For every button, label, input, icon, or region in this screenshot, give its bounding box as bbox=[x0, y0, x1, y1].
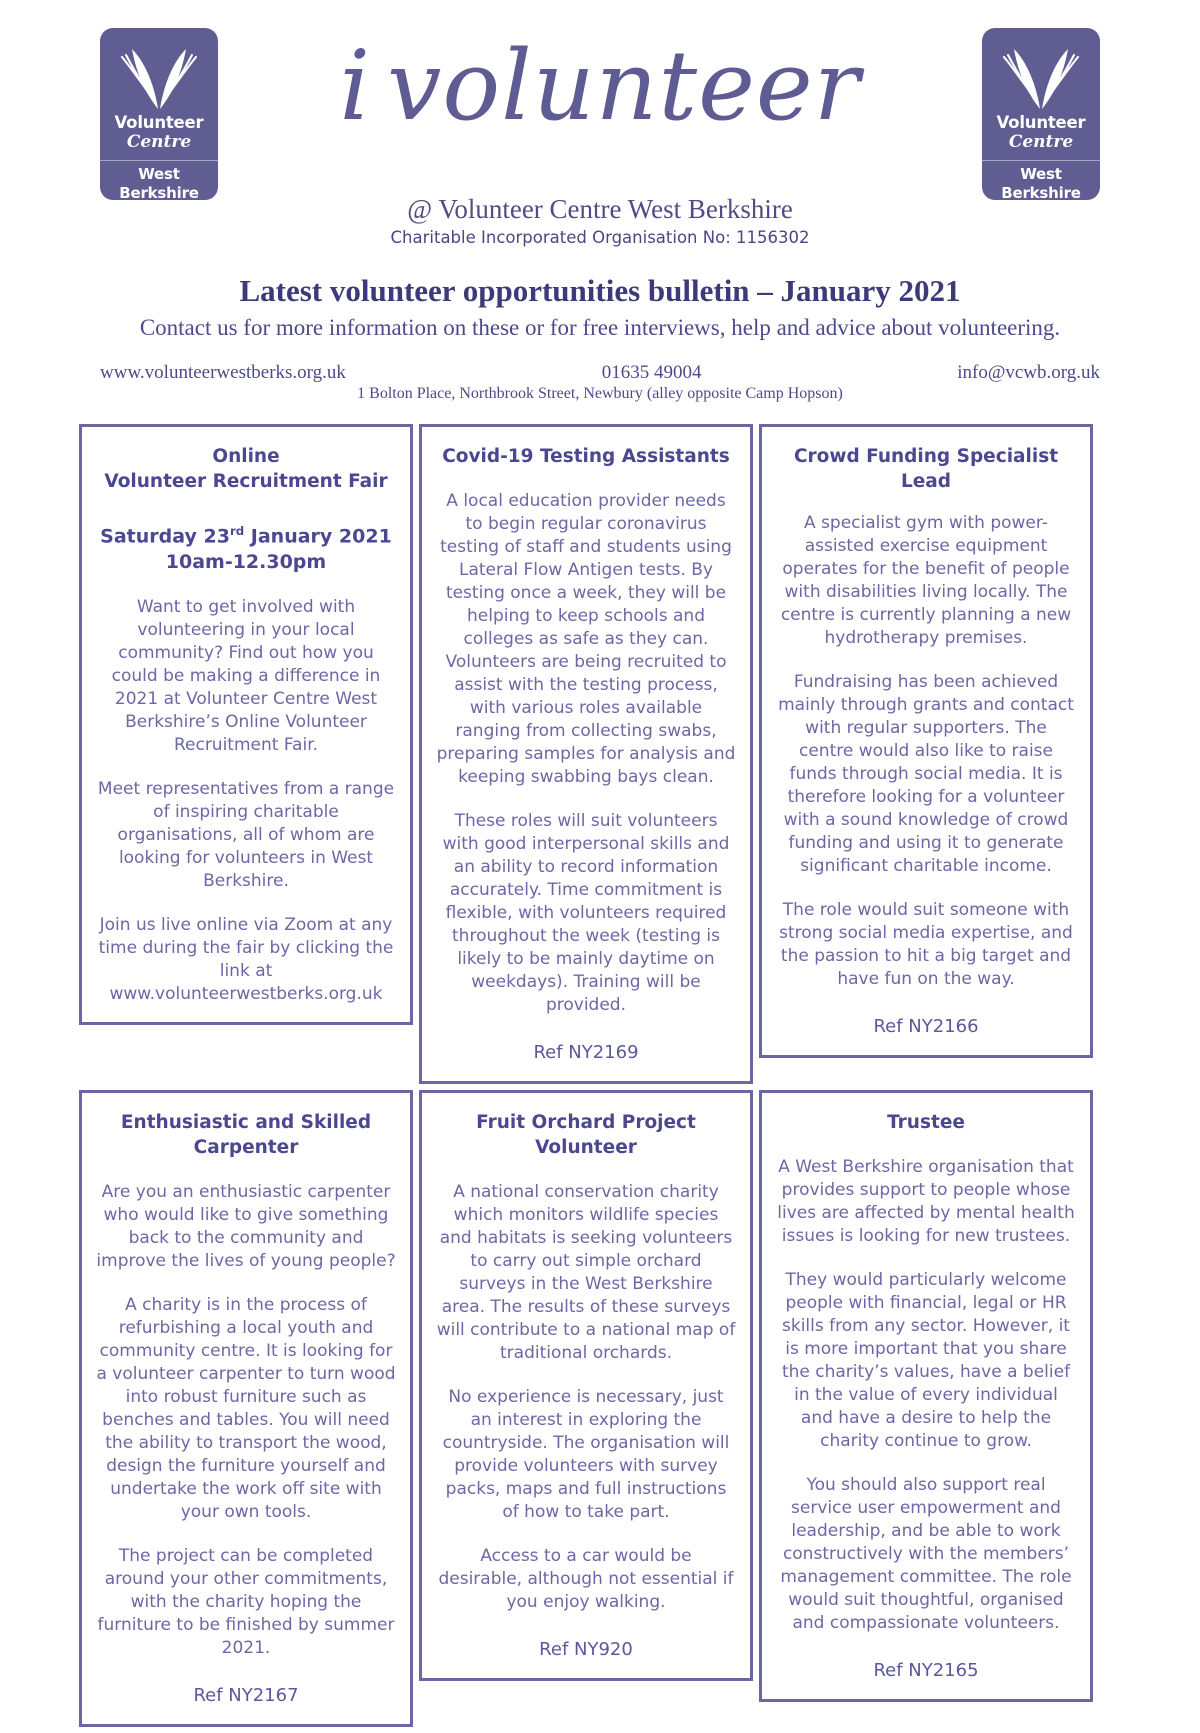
card-title bbox=[436, 1110, 736, 1160]
phone-number[interactable]: 01635 49004 bbox=[601, 362, 702, 383]
reference-code: Ref NY920 bbox=[539, 1639, 633, 1660]
strapline: @ Volunteer Centre West Berkshire bbox=[407, 194, 793, 224]
logo-divider bbox=[100, 160, 218, 161]
card-title bbox=[436, 444, 736, 469]
logo-word-berkshire: Berkshire bbox=[1001, 184, 1081, 202]
email-link[interactable]: info@vcwb.org.uk bbox=[957, 362, 1100, 383]
reference-code: Ref NY2165 bbox=[873, 1660, 979, 1681]
reference-code: Ref NY2167 bbox=[193, 1685, 299, 1706]
wordmark bbox=[0, 26, 1200, 146]
card-paragraph: The project can be completed around your other commitments, with the charity hoping the furniture to be finished by summer 2021. bbox=[97, 1546, 395, 1658]
card-title bbox=[96, 1110, 396, 1160]
card-paragraph: A charity is in the process of refurbishing a local youth and community centre. It is looking for a volunteer carpenter to turn wood into robust furniture such as benches and tables. You will need the ability to transport the wood, design the furniture yourself and undertake the work off site with your own tools. bbox=[96, 1295, 396, 1522]
logo-word-centre: Centre bbox=[1008, 132, 1074, 152]
card-title-line2: Volunteer bbox=[535, 1137, 637, 1158]
card-paragraph: No experience is necessary, just an interest in exploring the countryside. The organisation will provide volunteers with survey packs, maps and full instructions of how to take part. bbox=[442, 1387, 730, 1522]
card-title bbox=[776, 444, 1076, 494]
website-link[interactable]: www.volunteerwestberks.org.uk bbox=[100, 362, 346, 383]
card-paragraph: These roles will suit volunteers with good interpersonal skills and an ability to record information accurately. Time commitment is flexible, with volunteers required throughout the week (testing is likely to be mainly daytime on weekdays). Training will be provided. bbox=[442, 811, 730, 1015]
opportunity-card bbox=[419, 1090, 753, 1681]
card-paragraph: They would particularly welcome people with financial, legal or HR skills from any sector. However, it is more important that you share the charity’s values, have a belief in the value of every individual and have a desire to help the charity continue to grow. bbox=[781, 1270, 1071, 1451]
logo-word-west: West bbox=[138, 165, 180, 183]
page-title: Latest volunteer opportunities bulletin – January 2021 bbox=[239, 273, 961, 308]
card-title-line1: Crowd Funding Specialist bbox=[793, 446, 1059, 467]
logo-word-berkshire: Berkshire bbox=[119, 184, 199, 202]
card-title-line1: Trustee bbox=[887, 1112, 965, 1133]
card-paragraph: The role would suit someone with strong social media expertise, and the passion to hit a big target and have fun on the way. bbox=[779, 900, 1073, 989]
charity-number: Charitable Incorporated Organisation No: 1156302 bbox=[390, 228, 810, 247]
opportunity-grid bbox=[76, 424, 1100, 1733]
masthead bbox=[0, 0, 1200, 205]
card-title bbox=[96, 444, 396, 494]
card-paragraph: A local education provider needs to begin regular coronavirus testing of staff and students using Lateral Flow Antigen tests. By testing once a week, they will be helping to keep schools and colleges as safe as they can. Volunteers are being recruited to assist with the testing process, with various roles available ranging from collecting swabs, preparing samples for analysis and keeping swabbing bays clean. bbox=[436, 491, 736, 787]
card-paragraph: Fundraising has been achieved mainly through grants and contact with regular supporters. The centre would also like to raise funds through social media. It is therefore looking for a volunteer with a sound knowledge of crowd funding and using it to generate significant charitable income. bbox=[778, 672, 1074, 876]
logo-word-west: West bbox=[1020, 165, 1062, 183]
contact-row bbox=[100, 362, 1100, 384]
logo-word-volunteer: Volunteer bbox=[114, 113, 204, 132]
card-title-line2: Lead bbox=[900, 471, 952, 492]
card-title-line1: Fruit Orchard Project bbox=[476, 1112, 696, 1133]
opportunity-card bbox=[79, 424, 413, 1025]
opportunity-card bbox=[419, 424, 753, 1084]
logo-word-centre: Centre bbox=[126, 132, 192, 152]
card-paragraph: Meet representatives from a range of inspiring charitable organisations, all of whom are looking for volunteers in West Berkshire. bbox=[97, 779, 395, 892]
event-date-post: January 2021 bbox=[244, 525, 392, 548]
event-date-ordinal: rd bbox=[229, 524, 245, 538]
opportunity-card bbox=[759, 424, 1093, 1058]
wordmark-i: i bbox=[339, 30, 372, 142]
card-paragraph: Join us live online via Zoom at any time during the fair by clicking the link at www.volunteerwestberks.org.uk bbox=[98, 915, 394, 1005]
card-title-line1: Online bbox=[212, 446, 280, 467]
contact-invite: Contact us for more information on these or for free interviews, help and advice about volunteering. bbox=[139, 315, 1061, 340]
wordmark-volunteer: volunteer bbox=[387, 30, 861, 142]
card-paragraph: Are you an enthusiastic carpenter who would like to give something back to the community and improve the lives of young people? bbox=[96, 1182, 396, 1271]
opportunity-card bbox=[759, 1090, 1093, 1702]
card-title-line1: Covid-19 Testing Assistants bbox=[442, 446, 730, 467]
card-title-line2: Carpenter bbox=[193, 1137, 299, 1158]
card-paragraph: Access to a car would be desirable, although not essential if you enjoy walking. bbox=[438, 1546, 734, 1612]
card-paragraph: A specialist gym with power-assisted exercise equipment operates for the benefit of people with disabilities living locally. The centre is currently planning a new hydrotherapy premises. bbox=[780, 513, 1072, 648]
event-date bbox=[96, 518, 396, 575]
address: 1 Bolton Place, Northbrook Street, Newbury (alley opposite Camp Hopson) bbox=[357, 385, 843, 402]
event-date-pre: Saturday 23 bbox=[100, 525, 230, 548]
logo-word-volunteer: Volunteer bbox=[996, 113, 1086, 132]
card-paragraph: A West Berkshire organisation that provides support to people whose lives are affected by mental health issues is looking for new trustees. bbox=[777, 1157, 1075, 1246]
card-paragraph: Want to get involved with volunteering in your local community? Find out how you could be making a difference in 2021 at Volunteer Centre West Berkshire’s Online Volunteer Recruitment Fair. bbox=[111, 597, 381, 756]
reference-code: Ref NY2166 bbox=[873, 1016, 979, 1037]
reference-code: Ref NY2169 bbox=[533, 1042, 639, 1063]
logo-divider bbox=[982, 160, 1100, 161]
card-title-line2: Volunteer Recruitment Fair bbox=[104, 471, 388, 492]
event-time: 10am-12.30pm bbox=[165, 551, 327, 574]
card-paragraph: A national conservation charity which monitors wildlife species and habitats is seeking volunteers to carry out simple orchard surveys in the West Berkshire area. The results of these surveys will contribute to a national map of traditional orchards. bbox=[436, 1182, 736, 1363]
card-paragraph: You should also support real service user empowerment and leadership, and be able to work constructively with the members’ management committee. The role would suit thoughtful, organised and compassionate volunteers. bbox=[780, 1475, 1072, 1633]
card-title bbox=[776, 1110, 1076, 1135]
opportunity-card bbox=[79, 1090, 413, 1727]
card-title-line1: Enthusiastic and Skilled bbox=[120, 1112, 372, 1133]
